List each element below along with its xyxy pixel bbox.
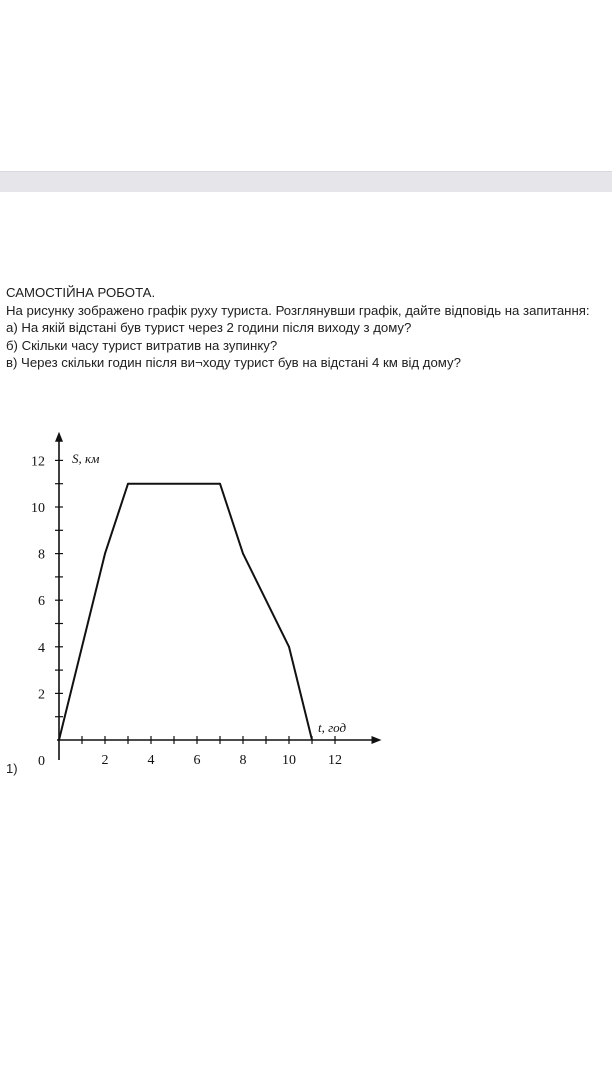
task-heading: САМОСТІЙНА РОБОТА. [6, 285, 156, 300]
axes [55, 432, 382, 760]
distance-time-chart [0, 430, 400, 775]
x-tick-label: 8 [239, 753, 247, 768]
x-tick-label: 4 [147, 753, 155, 768]
data-point [58, 739, 60, 741]
series [58, 483, 313, 741]
question-c: в) Через скільки годин після ви¬ходу турист був на відстані 4 км від дому? [6, 355, 461, 371]
y-tick-label: 2 [38, 687, 45, 703]
y-tick-label: 4 [38, 640, 45, 656]
figure-label: 1) [6, 761, 18, 776]
x-axis-arrow [372, 736, 382, 744]
question-b: б) Скільки часу турист витратив на зупинку? [6, 337, 278, 353]
task-intro: На рисунку зображено графік руху туриста. Розглянувши графік, дайте відповідь на запитання: [6, 302, 590, 318]
y-tick-label: 12 [31, 454, 45, 470]
x-tick-label: 2 [101, 753, 109, 768]
question-a: а) На якій відстані був турист через 2 години після виходу з дому? [6, 320, 412, 336]
y-tick-label: 8 [38, 547, 45, 563]
task-text [6, 284, 606, 372]
data-point [104, 553, 106, 555]
x-tick-label: 6 [193, 753, 201, 768]
x-axis-label: t, год [318, 720, 347, 735]
data-point [127, 483, 129, 485]
y-axis-arrow [55, 432, 63, 442]
y-tick-label: 10 [31, 501, 45, 516]
x-tick-label: 12 [328, 753, 342, 768]
data-point [242, 553, 244, 555]
data-point [288, 646, 290, 648]
series-line [59, 484, 312, 740]
ticks [31, 454, 342, 768]
y-axis-label: S, км [72, 451, 100, 466]
y-tick-label: 6 [38, 594, 45, 610]
data-point [219, 483, 221, 485]
x-tick-label: 10 [282, 753, 296, 768]
origin-label: 0 [38, 754, 45, 769]
data-point [311, 739, 313, 741]
top-band [0, 171, 612, 192]
